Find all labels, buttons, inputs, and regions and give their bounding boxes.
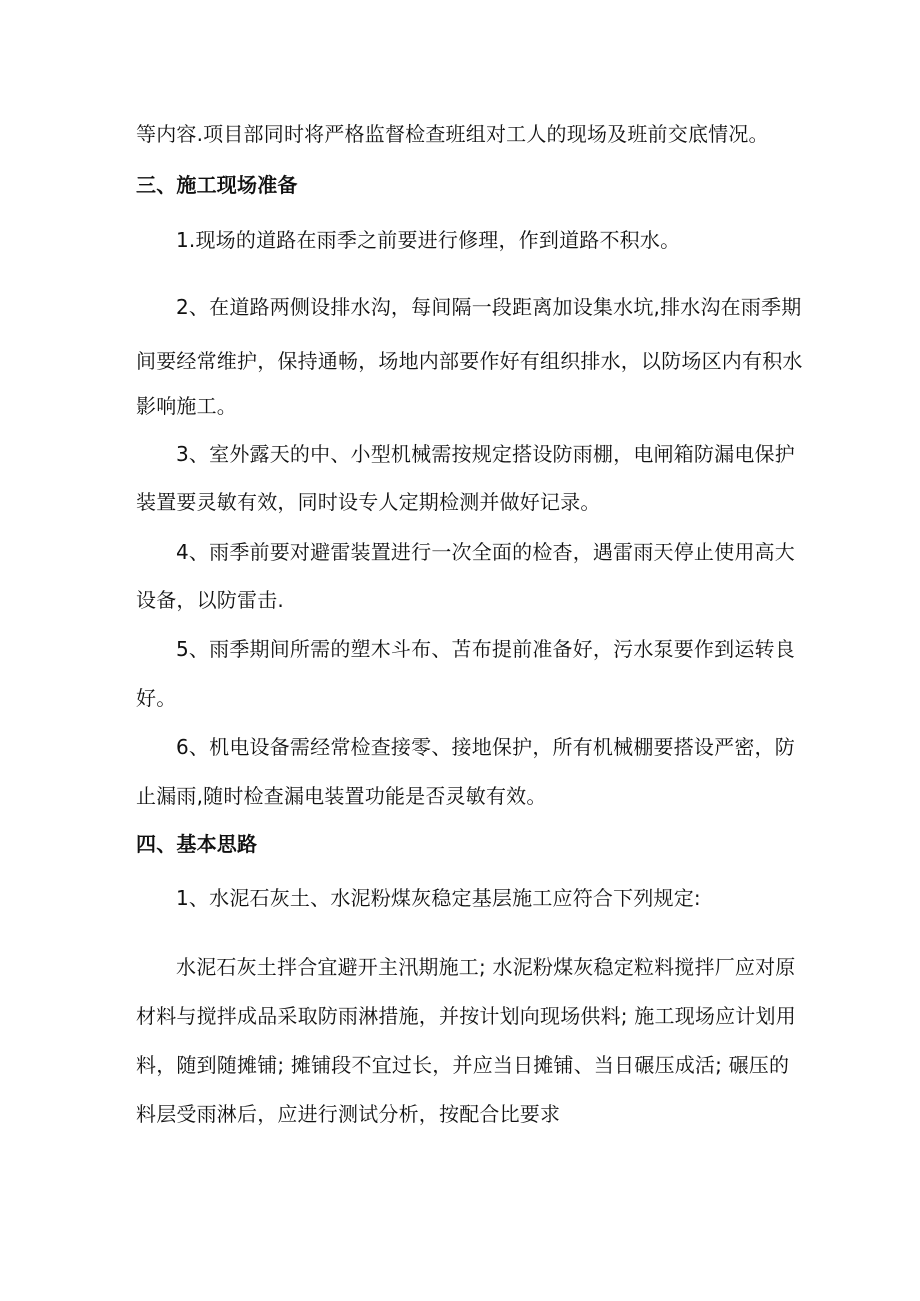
item-2-line-2: 间要经常维护，保持通畅，场地内部要作好有组织排水，以防场区内有积水	[136, 349, 803, 373]
section-heading-site-preparation: 三、施工现场准备	[136, 173, 298, 197]
body-paragraph-line-2: 材料与搅拌成品采取防雨淋措施，并按计划向现场供料; 施工现场应计划用	[136, 1004, 796, 1028]
item-3-line-2: 装置要灵敏有效，同时设专人定期检测并做好记录。	[136, 490, 601, 514]
paragraph-continuation-line: 等内容.项目部同时将严格监督检查班组对工人的现场及班前交底情况。	[136, 122, 769, 146]
item-4-line-2: 设备，以防雷击.	[136, 588, 284, 612]
item-6-line-2: 止漏雨,随时检查漏电装置功能是否灵敏有效。	[136, 784, 547, 808]
item-6-line-1: 6、机电设备需经常检查接零、接地保护，所有机械棚要搭设严密，防	[176, 735, 795, 759]
rule-1-line: 1、水泥石灰土、水泥粉煤灰稳定基层施工应符合下列规定:	[176, 886, 701, 910]
section-heading-basic-approach: 四、基本思路	[136, 832, 258, 856]
item-5-line-1: 5、雨季期间所需的塑木斗布、苫布提前准备好，污水泵要作到运转良	[176, 637, 795, 661]
body-paragraph-line-1: 水泥石灰土拌合宜避开主汛期施工; 水泥粉煤灰稳定粒料搅拌厂应对原	[176, 955, 796, 979]
body-paragraph-line-4: 料层受雨淋后，应进行测试分析，按配合比要求	[136, 1102, 561, 1126]
body-paragraph-line-3: 料，随到随摊铺; 摊铺段不宜过长，并应当日摊铺、当日碾压成活; 碾压的	[136, 1053, 790, 1077]
item-5-line-2: 好。	[136, 686, 177, 710]
item-1-line-1: 1.现场的道路在雨季之前要进行修理，作到道路不积水。	[176, 228, 681, 252]
item-2-line-1: 2、在道路两侧设排水沟，每间隔一段距离加设集水坑,排水沟在雨季期	[176, 295, 802, 319]
item-4-line-1: 4、雨季前要对避雷装置进行一次全面的检杳，遇雷雨天停止使用高大	[176, 540, 795, 564]
item-2-line-3: 影响施工。	[136, 394, 237, 418]
item-3-line-1: 3、室外露天的中、小型机械需按规定搭设防雨棚，电闸箱防漏电保护	[176, 442, 795, 466]
